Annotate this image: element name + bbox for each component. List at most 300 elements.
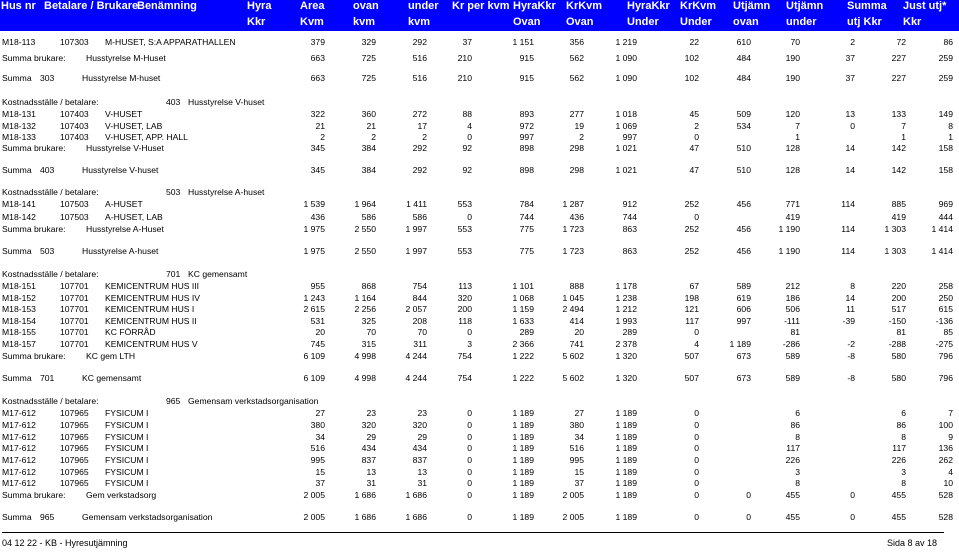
summa-value-cell: 455	[785, 512, 800, 522]
value-cell: 14	[845, 293, 855, 303]
header-line2-col13: ovan	[733, 16, 759, 28]
value-cell: 2	[371, 132, 376, 142]
summa-value-cell: 673	[736, 351, 751, 361]
value-cell: 356	[569, 37, 584, 47]
value-cell: 133	[891, 109, 906, 119]
summa-value-cell: 725	[361, 53, 376, 63]
summa-brukare-row	[0, 351, 959, 361]
summa-value-cell: 1 997	[405, 246, 427, 256]
betalare-code: 107965	[60, 443, 89, 453]
summa-value-cell: 589	[785, 373, 800, 383]
betalare-code: 107965	[60, 467, 89, 477]
summa-row	[0, 373, 959, 383]
summa-value-cell: 259	[938, 53, 953, 63]
summa-value-cell: 1 414	[931, 246, 953, 256]
table-row	[0, 212, 959, 222]
value-cell: 1 159	[512, 304, 534, 314]
summa-value-cell: 0	[850, 490, 855, 500]
value-cell: 1 069	[615, 121, 637, 131]
summa-value-cell: 754	[457, 373, 472, 383]
value-cell: 0	[694, 408, 699, 418]
value-cell: 1 101	[512, 281, 534, 291]
value-cell: 70	[790, 37, 800, 47]
value-cell: 15	[315, 467, 325, 477]
header-line1-col13: Utjämn	[733, 0, 771, 12]
summa-value-cell: 1 320	[615, 351, 637, 361]
value-cell: 534	[736, 121, 751, 131]
value-cell: 118	[458, 316, 472, 326]
value-cell: 1 189	[512, 467, 534, 477]
footer-page-number: Sida 8 av 18	[886, 538, 937, 548]
summa-value-cell: 128	[785, 165, 800, 175]
value-cell: 1 189	[512, 408, 534, 418]
benamning: KEMICENTRUM HUS III	[105, 281, 200, 291]
kostnadsstalle-label: Kostnadsställe / betalare:	[2, 187, 99, 197]
value-cell: 1 411	[406, 199, 427, 209]
value-cell: 3	[901, 467, 906, 477]
summa-value-cell: 1 189	[512, 490, 534, 500]
kostnadsstalle-row	[0, 396, 959, 406]
value-cell: 1 238	[615, 293, 637, 303]
summa-value-cell: 384	[361, 165, 376, 175]
value-cell: 955	[310, 281, 325, 291]
kostnadsstalle-row	[0, 97, 959, 107]
hus-nr: M18-113	[2, 37, 36, 47]
summa-brukare-label: Summa brukare:	[2, 53, 66, 63]
betalare-code: 107303	[60, 37, 89, 47]
value-cell: 589	[736, 281, 751, 291]
value-cell: 972	[519, 121, 534, 131]
value-cell: 21	[315, 121, 325, 131]
value-cell: 198	[684, 293, 699, 303]
summa-value-cell: 2 005	[562, 490, 584, 500]
summa-value-cell: 1 975	[303, 246, 325, 256]
value-cell: 34	[574, 432, 584, 442]
summa-value-cell: 345	[310, 165, 325, 175]
header-line2-col5: Kvm	[300, 16, 324, 28]
summa-value-cell: 562	[569, 73, 584, 83]
benamning: FYSICUM I	[105, 408, 149, 418]
value-cell: 29	[366, 432, 376, 442]
value-cell: 121	[684, 304, 699, 314]
kostnadsstalle-label: Kostnadsställe / betalare:	[2, 269, 99, 279]
summa-name: Husstyrelse A-huset	[82, 246, 159, 256]
summa-brukare-label: Summa brukare:	[2, 143, 66, 153]
summa-value-cell: 92	[462, 165, 472, 175]
value-cell: 272	[412, 109, 427, 119]
summa-value-cell: 1 190	[778, 224, 800, 234]
summa-value-cell: 456	[736, 224, 751, 234]
value-cell: 252	[684, 199, 699, 209]
value-cell: -136	[935, 316, 953, 326]
value-cell: 516	[569, 443, 584, 453]
value-cell: 1 189	[512, 443, 534, 453]
summa-value-cell: 292	[412, 165, 427, 175]
value-cell: 13	[845, 109, 855, 119]
benamning: FYSICUM I	[105, 443, 149, 453]
value-cell: 2 615	[303, 304, 325, 314]
value-cell: 509	[736, 109, 751, 119]
header-line2-col6: kvm	[353, 16, 376, 28]
value-cell: 37	[462, 37, 472, 47]
kostnadsstalle-label: Kostnadsställe / betalare:	[2, 396, 99, 406]
value-cell: 67	[689, 281, 699, 291]
footer-left-text: 04 12 22 - KB - Hyresutjämning	[2, 538, 128, 548]
hus-nr: M18-132	[2, 121, 36, 131]
summa-value-cell: 158	[938, 143, 953, 153]
summa-value-cell: 1 414	[931, 224, 953, 234]
summa-value-cell: 580	[891, 373, 906, 383]
value-cell: 586	[412, 212, 427, 222]
table-row	[0, 408, 959, 418]
value-cell: 320	[412, 420, 427, 430]
value-cell: 0	[694, 455, 699, 465]
summa-value-cell: -8	[847, 351, 855, 361]
value-cell: 1 212	[615, 304, 637, 314]
value-cell: 4	[694, 339, 699, 349]
value-cell: -39	[842, 316, 855, 326]
value-cell: 1 993	[615, 316, 637, 326]
value-cell: 8	[901, 478, 906, 488]
summa-value-cell: 37	[845, 53, 855, 63]
betalare-code: 107965	[60, 455, 89, 465]
summa-value-cell: 158	[938, 165, 953, 175]
value-cell: 1 189	[512, 455, 534, 465]
summa-value-cell: 4 998	[354, 373, 376, 383]
value-cell: 1 189	[615, 478, 637, 488]
summa-value-cell: 114	[841, 246, 855, 256]
value-cell: 2	[579, 132, 584, 142]
value-cell: 220	[891, 281, 906, 291]
summa-value-cell: 4 244	[405, 373, 427, 383]
summa-value-cell: 1 222	[512, 351, 534, 361]
summa-value-cell: 775	[519, 224, 534, 234]
value-cell: 434	[412, 443, 427, 453]
summa-value-cell: 553	[457, 246, 472, 256]
value-cell: 744	[519, 212, 534, 222]
value-cell: 8	[850, 281, 855, 291]
summa-value-cell: 507	[684, 351, 699, 361]
value-cell: 436	[310, 212, 325, 222]
value-cell: 19	[574, 121, 584, 131]
value-cell: 997	[519, 132, 534, 142]
header-line1-col1: Hus nr	[1, 0, 36, 12]
value-cell: 2	[422, 132, 427, 142]
value-cell: 0	[467, 327, 472, 337]
header-line1-col8: Kr per kvm	[452, 0, 510, 12]
betalare-code: 107701	[60, 304, 89, 314]
value-cell: 81	[790, 327, 800, 337]
summa-label: Summa	[2, 73, 32, 83]
value-cell: 995	[569, 455, 584, 465]
header-line2-col15: utj Kkr	[847, 16, 882, 28]
summa-brukare-label: Summa brukare:	[2, 490, 66, 500]
summa-value-cell: 2 550	[354, 246, 376, 256]
value-cell: 0	[467, 212, 472, 222]
value-cell: 289	[622, 327, 637, 337]
value-cell: 744	[622, 212, 637, 222]
table-row	[0, 467, 959, 477]
summa-value-cell: 0	[694, 490, 699, 500]
hus-nr: M17-612	[2, 467, 36, 477]
summa-value-cell: 1 686	[354, 490, 376, 500]
value-cell: -2	[847, 339, 855, 349]
value-cell: 34	[315, 432, 325, 442]
value-cell: 995	[310, 455, 325, 465]
kostnadsstalle-name: KC gemensamt	[188, 269, 248, 279]
value-cell: 888	[569, 281, 584, 291]
hus-nr: M17-612	[2, 408, 36, 418]
value-cell: 13	[366, 467, 376, 477]
value-cell: 29	[417, 432, 427, 442]
summa-value-cell: 384	[361, 143, 376, 153]
value-cell: 419	[891, 212, 906, 222]
summa-brukare-name: KC gem LTH	[86, 351, 136, 361]
value-cell: 2 057	[405, 304, 427, 314]
value-cell: 0	[467, 478, 472, 488]
summa-value-cell: 102	[684, 53, 699, 63]
summa-value-cell: 227	[891, 73, 906, 83]
value-cell: 6	[901, 408, 906, 418]
value-cell: 1	[795, 132, 800, 142]
hus-nr: M18-141	[2, 199, 36, 209]
summa-row	[0, 165, 959, 175]
benamning: KEMICENTRUM HUS II	[105, 316, 197, 326]
value-cell: 1 151	[512, 37, 534, 47]
summa-value-cell: 227	[891, 53, 906, 63]
value-cell: 531	[310, 316, 325, 326]
table-row	[0, 420, 959, 430]
summa-value-cell: 1 723	[562, 224, 584, 234]
header-line2-col9: Ovan	[513, 16, 541, 28]
summa-value-cell: 4 244	[405, 351, 427, 361]
summa-value-cell: 5 602	[562, 351, 584, 361]
summa-name: Gemensam verkstadsorganisation	[82, 512, 213, 522]
value-cell: 117	[892, 443, 906, 453]
value-cell: 1 178	[615, 281, 637, 291]
table-row	[0, 455, 959, 465]
summa-value-cell: 796	[938, 351, 953, 361]
summa-name: Husstyrelse V-huset	[82, 165, 159, 175]
betalare-code: 107701	[60, 316, 89, 326]
value-cell: 208	[412, 316, 427, 326]
table-row	[0, 304, 959, 314]
summa-value-cell: 142	[891, 143, 906, 153]
value-cell: 360	[361, 109, 376, 119]
summa-value-cell: 1 975	[303, 224, 325, 234]
value-cell: 8	[948, 121, 953, 131]
summa-value-cell: 6 109	[303, 373, 325, 383]
kostnadsstalle-row	[0, 269, 959, 279]
benamning: V-HUSET, LAB	[105, 121, 163, 131]
value-cell: 21	[366, 121, 376, 131]
value-cell: 81	[896, 327, 906, 337]
header-line2-col7: kvm	[408, 16, 431, 28]
summa-value-cell: 528	[938, 512, 953, 522]
summa-value-cell: 210	[457, 73, 472, 83]
value-cell: 320	[457, 293, 472, 303]
value-cell: 1 189	[615, 455, 637, 465]
value-cell: 837	[361, 455, 376, 465]
header-line1-col3: Benämning	[137, 0, 197, 12]
kostnadsstalle-label: Kostnadsställe / betalare:	[2, 97, 99, 107]
summa-value-cell: 298	[569, 165, 584, 175]
header-line1-col6: ovan	[353, 0, 379, 12]
summa-value-cell: 516	[412, 73, 427, 83]
value-cell: 9	[948, 432, 953, 442]
summa-value-cell: 0	[746, 512, 751, 522]
summa-label: Summa	[2, 165, 32, 175]
value-cell: 4	[467, 121, 472, 131]
value-cell: 320	[361, 420, 376, 430]
value-cell: 0	[694, 327, 699, 337]
value-cell: 277	[569, 109, 584, 119]
value-cell: 912	[622, 199, 637, 209]
betalare-code: 107503	[60, 212, 89, 222]
summa-value-cell: 14	[845, 165, 855, 175]
value-cell: 7	[795, 121, 800, 131]
summa-value-cell: 252	[684, 246, 699, 256]
summa-brukare-name: Husstyrelse A-Huset	[86, 224, 164, 234]
value-cell: 186	[785, 293, 800, 303]
summa-value-cell: 1 090	[615, 53, 637, 63]
summa-value-cell: 863	[622, 224, 637, 234]
table-row	[0, 109, 959, 119]
summa-brukare-row	[0, 490, 959, 500]
value-cell: 1 189	[512, 478, 534, 488]
value-cell: 868	[361, 281, 376, 291]
value-cell: 0	[467, 443, 472, 453]
value-cell: 380	[569, 420, 584, 430]
kostnadsstalle-code: 503	[166, 187, 181, 197]
summa-code: 503	[40, 246, 55, 256]
value-cell: 1 068	[512, 293, 534, 303]
summa-value-cell: 6 109	[303, 351, 325, 361]
summa-value-cell: 1 189	[615, 512, 637, 522]
benamning: FYSICUM I	[105, 420, 149, 430]
value-cell: 1 189	[512, 432, 534, 442]
value-cell: 136	[938, 443, 953, 453]
table-row	[0, 478, 959, 488]
summa-value-cell: 915	[519, 73, 534, 83]
value-cell: 0	[467, 467, 472, 477]
summa-brukare-row	[0, 143, 959, 153]
value-cell: 3	[467, 339, 472, 349]
value-cell: 292	[412, 37, 427, 47]
value-cell: 606	[736, 304, 751, 314]
value-cell: 27	[315, 408, 325, 418]
hus-nr: M18-131	[2, 109, 36, 119]
betalare-code: 107701	[60, 339, 89, 349]
summa-brukare-name: Husstyrelse V-Huset	[86, 143, 164, 153]
summa-value-cell: 128	[785, 143, 800, 153]
summa-value-cell: 1 021	[615, 143, 637, 153]
summa-value-cell: 2 005	[303, 490, 325, 500]
benamning: FYSICUM I	[105, 432, 149, 442]
value-cell: 27	[574, 408, 584, 418]
value-cell: 17	[417, 121, 427, 131]
summa-value-cell: 562	[569, 53, 584, 63]
value-cell: 1 243	[303, 293, 325, 303]
summa-value-cell: 898	[519, 143, 534, 153]
value-cell: 70	[366, 327, 376, 337]
value-cell: 86	[943, 37, 953, 47]
summa-value-cell: 796	[938, 373, 953, 383]
summa-value-cell: 0	[746, 490, 751, 500]
table-row	[0, 293, 959, 303]
summa-value-cell: 455	[891, 490, 906, 500]
summa-row	[0, 246, 959, 256]
summa-value-cell: 210	[457, 53, 472, 63]
summa-value-cell: 516	[412, 53, 427, 63]
value-cell: 2 256	[354, 304, 376, 314]
value-cell: 15	[574, 467, 584, 477]
betalare-code: 107403	[60, 121, 89, 131]
value-cell: 114	[841, 199, 855, 209]
header-line1-col9: HyraKkr	[513, 0, 556, 12]
value-cell: 516	[310, 443, 325, 453]
summa-value-cell: 4 998	[354, 351, 376, 361]
value-cell: 434	[361, 443, 376, 453]
hus-nr: M18-155	[2, 327, 36, 337]
value-cell: 2	[850, 37, 855, 47]
hus-nr: M17-612	[2, 420, 36, 430]
header-line1-col10: KrKvm	[566, 0, 603, 12]
summa-value-cell: 0	[850, 512, 855, 522]
value-cell: 745	[310, 339, 325, 349]
table-row	[0, 121, 959, 131]
value-cell: 86	[896, 420, 906, 430]
value-cell: 200	[457, 304, 472, 314]
hus-nr: M17-612	[2, 443, 36, 453]
summa-value-cell: 190	[785, 73, 800, 83]
summa-value-cell: 259	[938, 73, 953, 83]
value-cell: 2	[320, 132, 325, 142]
value-cell: 37	[315, 478, 325, 488]
summa-label: Summa	[2, 246, 32, 256]
kostnadsstalle-name: Gemensam verkstadsorganisation	[188, 396, 319, 406]
value-cell: 0	[694, 478, 699, 488]
summa-value-cell: 898	[519, 165, 534, 175]
summa-value-cell: 1 686	[354, 512, 376, 522]
summa-value-cell: 14	[845, 143, 855, 153]
summa-value-cell: 2 005	[562, 512, 584, 522]
value-cell: 784	[519, 199, 534, 209]
value-cell: 0	[694, 443, 699, 453]
summa-value-cell: 663	[310, 53, 325, 63]
summa-brukare-row	[0, 224, 959, 234]
betalare-code: 107403	[60, 132, 89, 142]
kostnadsstalle-row	[0, 187, 959, 197]
summa-code: 965	[40, 512, 55, 522]
header-line2-col4: Kkr	[247, 16, 266, 28]
benamning: M-HUSET, S:A APPARATHALLEN	[105, 37, 236, 47]
summa-value-cell: 190	[785, 53, 800, 63]
hus-nr: M18-133	[2, 132, 36, 142]
benamning: A-HUSET	[105, 199, 143, 209]
summa-value-cell: 0	[467, 512, 472, 522]
value-cell: 329	[361, 37, 376, 47]
kostnadsstalle-name: Husstyrelse A-huset	[188, 187, 265, 197]
summa-value-cell: 1 189	[615, 490, 637, 500]
summa-value-cell: 1 320	[615, 373, 637, 383]
value-cell: 1 189	[615, 432, 637, 442]
summa-value-cell: 1 723	[562, 246, 584, 256]
benamning: FYSICUM I	[105, 478, 149, 488]
benamning: V-HUSET	[105, 109, 143, 119]
value-cell: 0	[467, 408, 472, 418]
summa-value-cell: 47	[689, 143, 699, 153]
